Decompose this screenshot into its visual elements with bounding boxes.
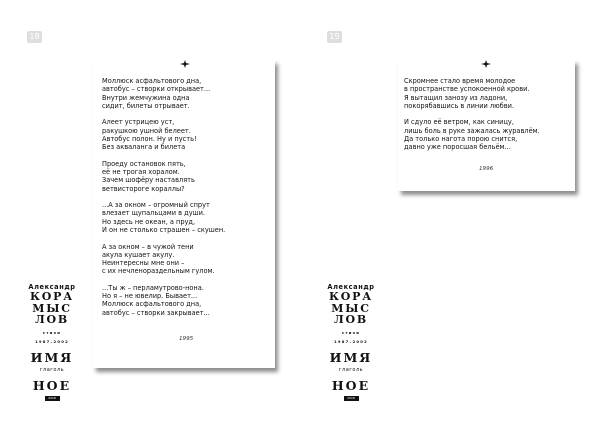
poem-line: сидит, билеты отрывает. bbox=[102, 101, 190, 110]
author-surname-line-2: МЫС bbox=[331, 301, 371, 315]
poem-text-right bbox=[404, 77, 540, 160]
poem-line: Я вытащил занозу из ладони, bbox=[404, 93, 508, 102]
book-title-bottom: НОЕ bbox=[32, 377, 72, 393]
poem-year-right: 1996 bbox=[479, 166, 494, 172]
dates-label: стихи bbox=[42, 329, 62, 335]
poem-line: Но здесь не океан, а пруд, bbox=[102, 217, 196, 226]
book-title-bottom: НОЕ bbox=[331, 377, 371, 393]
poem-line: Но я – не ювелир. Бывает... bbox=[102, 292, 198, 301]
poem-line: с их нечленораздельным гулом. bbox=[102, 267, 215, 276]
poem-line: Внутри жемчужина одна bbox=[102, 93, 190, 102]
stanza bbox=[404, 118, 540, 151]
poem-line: лишь боль в руке зажалась журавлём. bbox=[404, 126, 540, 135]
poem-line: Моллюск асфальтового дна, bbox=[102, 300, 202, 309]
poem-line: покорябавшись в линии любви. bbox=[404, 101, 514, 110]
ornament-icon bbox=[180, 60, 190, 68]
poem-line: акула кушает акулу. bbox=[102, 250, 175, 259]
stanza bbox=[102, 118, 225, 151]
poem-line: автобус – створки закрывает... bbox=[102, 308, 210, 317]
poem-line: ракушкою ушной белеет. bbox=[102, 126, 191, 135]
poem-line: И сдуло её ветром, как синицу, bbox=[404, 118, 514, 127]
author-first-name: Александр bbox=[327, 283, 375, 291]
dates: 1987–2002 bbox=[35, 339, 69, 345]
poem-text-left bbox=[102, 77, 225, 325]
author-surname-line-2: МЫС bbox=[32, 301, 72, 315]
poem-line: Без акваланга и билета bbox=[102, 143, 186, 152]
poem-line: Проеду остановок пять, bbox=[102, 159, 186, 168]
stanza bbox=[102, 284, 225, 317]
author-surname-line-1: КОРА bbox=[328, 290, 374, 303]
page-number-right: 19 bbox=[327, 31, 342, 43]
stanza bbox=[102, 201, 225, 234]
poem-line: Да только нагота порою снится, bbox=[404, 134, 518, 143]
dates-label: стихи bbox=[341, 329, 361, 335]
poem-line: ...А за окном – огромный спрут bbox=[102, 201, 210, 210]
stanza bbox=[404, 77, 540, 110]
poem-line: Зачем шофёру наставлять bbox=[102, 176, 195, 185]
author-surname-line-3: ЛОВ bbox=[34, 313, 69, 326]
poem-line: влезает щупальцами в души. bbox=[102, 209, 206, 218]
ornament-icon bbox=[481, 60, 491, 68]
poem-line: в пространстве успокоенной крови. bbox=[404, 85, 530, 94]
author-surname-line-1: КОРА bbox=[29, 290, 75, 303]
book-title-top: ИМЯ bbox=[30, 349, 74, 365]
poem-line: Автобус полон. Ну и пусть! bbox=[102, 134, 197, 143]
logo-bar: 2018 bbox=[344, 396, 359, 401]
logo-bar: 2018 bbox=[45, 396, 60, 401]
poem-line: её не трогая хоралом. bbox=[102, 168, 180, 177]
poem-line: Моллюск асфальтового дна, bbox=[102, 77, 202, 85]
poem-line: давно уже поросшая бельём... bbox=[404, 143, 511, 152]
page-number-left: 18 bbox=[27, 31, 42, 43]
book-title-mid: глаголь bbox=[338, 366, 364, 373]
book-title-top: ИМЯ bbox=[329, 349, 373, 365]
poem-line: А за окном – в чужой тени bbox=[102, 242, 194, 251]
poem-line: Алеет устрицею уст, bbox=[102, 118, 175, 127]
book-title-mid: глаголь bbox=[39, 366, 65, 373]
poem-line: ...Ты ж – перламутрово-нона. bbox=[102, 283, 204, 292]
book-logo-left bbox=[28, 283, 76, 401]
author-first-name: Александр bbox=[28, 283, 76, 291]
poem-line: И он не столько страшен – скушен. bbox=[102, 226, 226, 235]
dates: 1987–2002 bbox=[334, 339, 368, 345]
author-surname-line-3: ЛОВ bbox=[333, 313, 368, 326]
poem-line: автобус – створки открывает... bbox=[102, 85, 211, 94]
book-logo-right bbox=[327, 283, 375, 401]
poem-line: Неинтересны мне они – bbox=[102, 259, 185, 268]
poem-year-left: 1995 bbox=[179, 336, 194, 342]
stanza bbox=[102, 160, 225, 193]
stanza bbox=[102, 243, 225, 276]
poem-line: ветвистороге кораллы? bbox=[102, 184, 185, 193]
poem-line: Скромнее стало время молодое bbox=[404, 77, 516, 85]
stanza bbox=[102, 77, 225, 110]
